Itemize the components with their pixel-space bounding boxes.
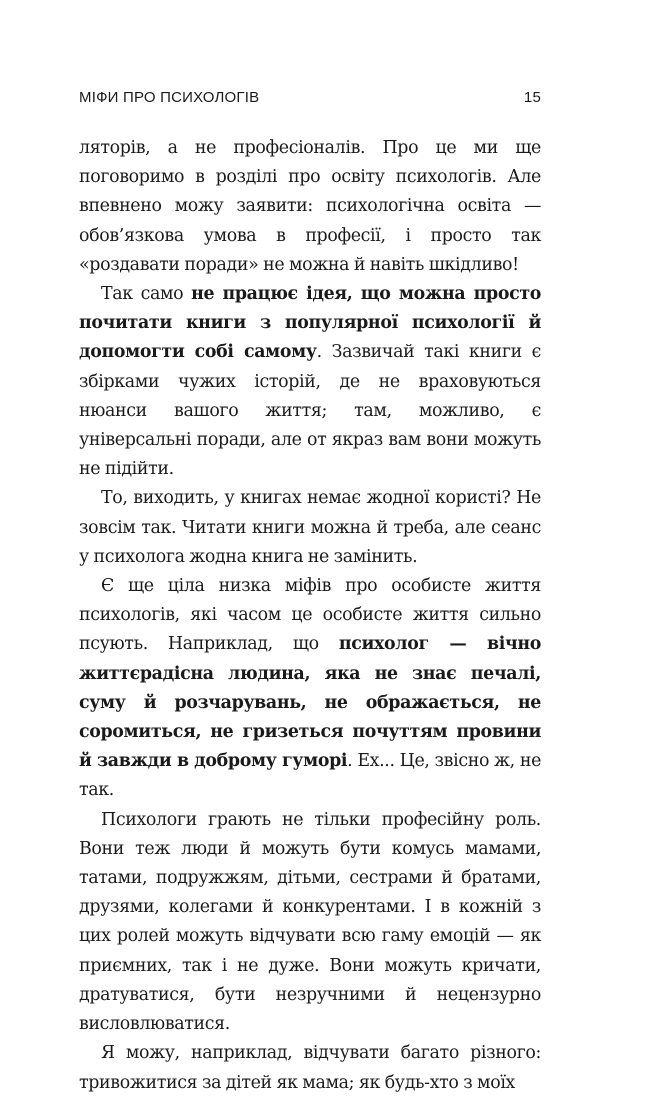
paragraph-text: . Ех... Це, звісно ж, не так. xyxy=(79,751,542,801)
paragraph-text: Психологи грають не тільки професійну роль. Вони теж люди й можуть бути комусь мамами, татами, подружжям, дітьми, сестрами й братами, друзями, колегами й конкурентами. І в кожній з цих ролей можуть відчувати всю гаму емоцій — як приємних, так і не дуже. Вони можуть кричати, дратуватися, бути незручними й нецензурно висловлюватися. xyxy=(79,809,541,1035)
paragraph xyxy=(79,484,541,572)
page-body xyxy=(79,134,541,1098)
paragraph xyxy=(79,280,541,484)
page-number: 15 xyxy=(523,89,541,106)
paragraph-text: Є ще ціла низка міфів про особисте життя психологів, які часом це особисте життя сильно псують. Наприклад, що xyxy=(79,576,541,655)
emphasis-text: психолог — вічно життєрадісна людина, яка не знає печалі, суму й розчарувань, не ображається, не соромиться, не гризеться почуттям провини й завжди в доброму гуморі xyxy=(79,634,541,772)
paragraph-text: Так само xyxy=(101,284,192,305)
emphasis-text: не працює ідея, що можна просто почитати книги з популярної психології й допомогти собі самому xyxy=(79,284,542,363)
paragraph xyxy=(79,1039,541,1097)
running-header xyxy=(79,89,541,106)
paragraph-text: То, виходить, у книгах немає жодної користі? Не зовсім так. Читати книги можна й треба, але сеанс у психолога жодна книга не замінить. xyxy=(79,488,541,567)
paragraph-text: . Зазвичай такі книги є збірками чужих історій, де не враховуються нюанси вашого життя; там, можливо, є універсальні поради, але от якраз вам вони можуть не підійти. xyxy=(79,342,542,480)
running-title: МІФИ ПРО ПСИХОЛОГІВ xyxy=(79,89,260,106)
paragraph-text: Я можу, наприклад, відчувати багато різного: тривожитися за дітей як мама; як будь-хто з моїх xyxy=(79,1043,541,1093)
paragraph xyxy=(79,572,541,806)
paragraph xyxy=(79,134,541,280)
paragraph xyxy=(79,806,541,1040)
paragraph-text: ляторів, а не професіоналів. Про це ми ще поговоримо в розділі про освіту психологів. Але впевнено можу заявити: психологічна освіта — обов’язкова умова в професії, і просто так «роздавати поради» не можна й навіть шкідливо! xyxy=(79,138,541,275)
